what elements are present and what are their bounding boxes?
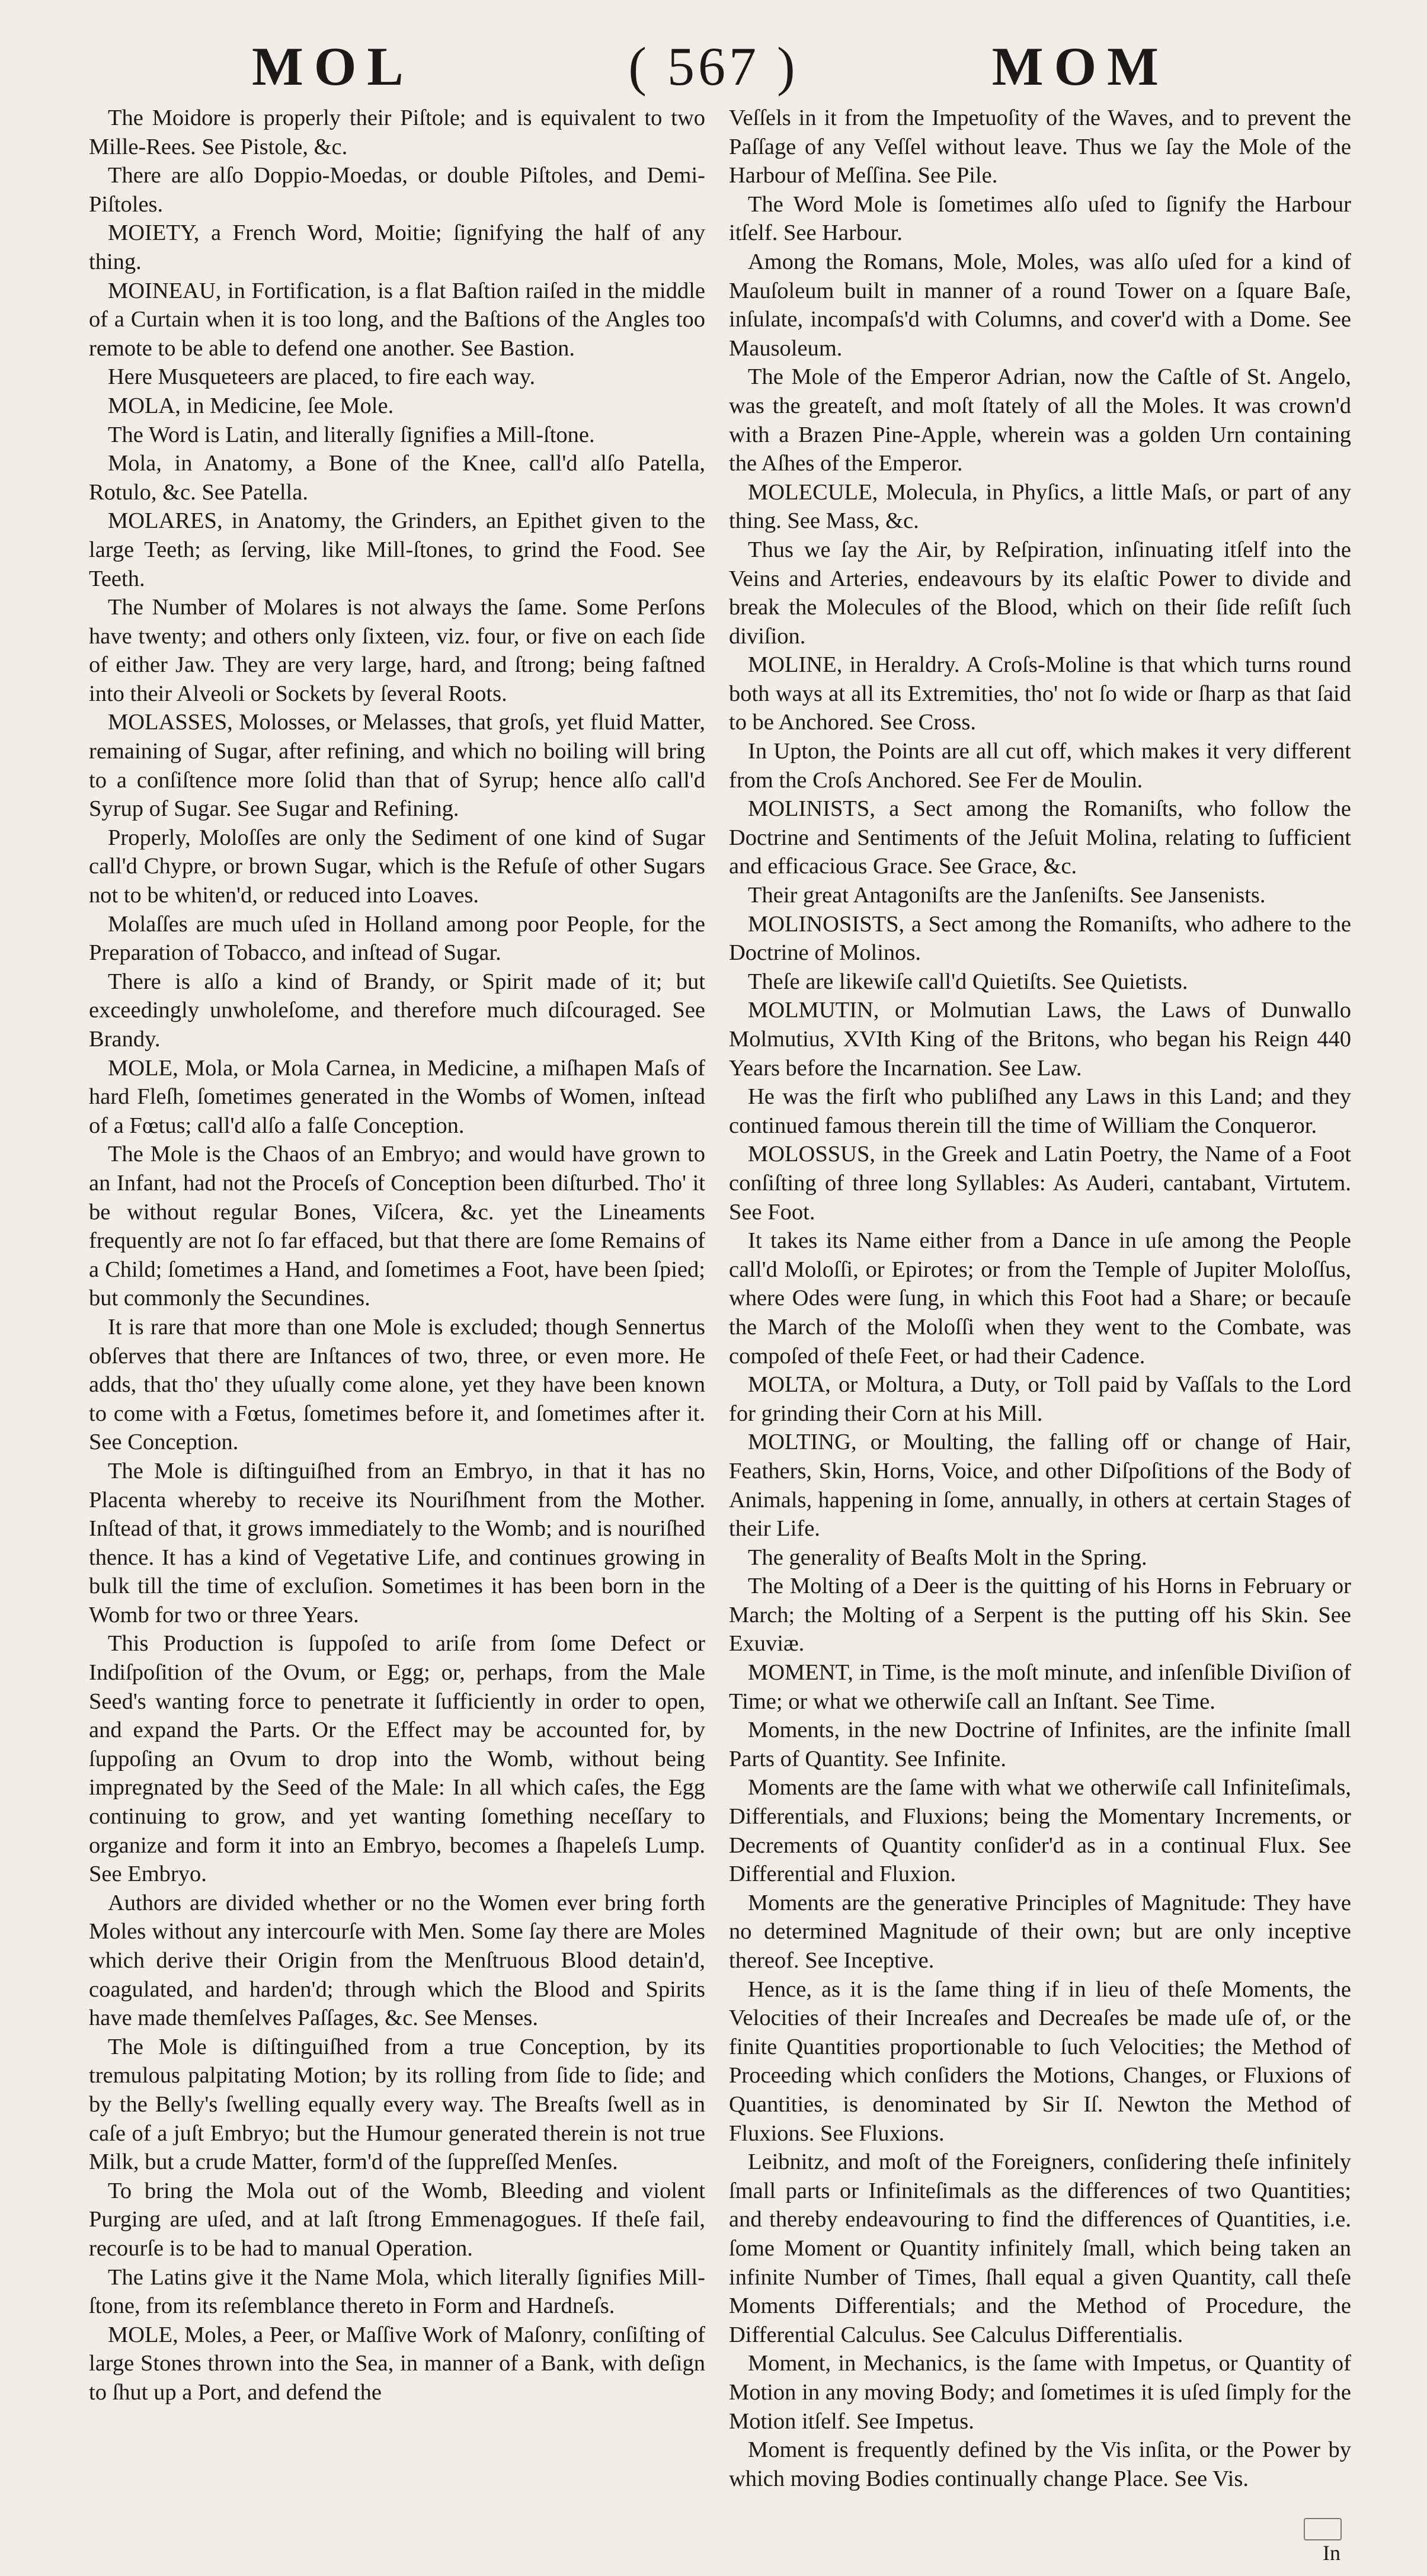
paragraph: It is rare that more than one Mole is excluded; though Sennertus obſerves that there are Inſtances of two, three, or even more. He adds, that tho' they uſually come alone, yet they have been known to come with a Fœtus, ſometimes before it, and ſometimes after it. See Conception.	[89, 1314, 705, 1455]
paragraph: MOLE, Moles, a Peer, or Maſſive Work of Maſonry, conſiſting of large Stones thrown into the Sea, in manner of a Bank, with deſign to ſhut up a Port, and defend the	[89, 2322, 705, 2405]
paragraph: Here Musqueteers are placed, to fire each way.	[108, 364, 536, 390]
running-header	[89, 31, 1338, 102]
paragraph: Moments are the ſame with what we otherwiſe call Infiniteſimals, Differentials, and Fluxions; being the Momentary Increments, or Decrements of Quantity conſider'd as in a continual Flux. See Differential and Fluxion.	[729, 1775, 1351, 1887]
paragraph: MOINEAU, in Fortification, is a flat Baſtion raiſed in the middle of a Curtain when it is too long, and the Baſtions of the Angles too remote to be able to defend one another. See Bastion.	[89, 278, 705, 361]
paragraph: The Word Mole is ſometimes alſo uſed to ſignify the Harbour itſelf. See Harbour.	[729, 191, 1351, 246]
paragraph: The Mole of the Emperor Adrian, now the Caſtle of St. Angelo, was the greateſt, and moſt ſtately of all the Moles. It was crown'd with a Brazen Pine-Apple, wherein was a golden Urn containing the Aſhes of the Emperor.	[729, 364, 1351, 476]
paragraph: Leibnitz, and moſt of the Foreigners, conſidering theſe infinitely ſmall parts or Infiniteſimals as the differences of two Quantities; and thereby endeavouring to find the differences of Quantities, i.e. ſome Moment or Quantity infinitely ſmall, which being taken an infinite Number of Times, ſhall equal a given Quantity, call theſe Moments Differentials; and the Method of Procedure, the Differential Calculus. See Calculus Differentialis.	[729, 2149, 1351, 2347]
paragraph: Thus we ſay the Air, by Reſpiration, inſinuating itſelf into the Veins and Arteries, endeavours by its elaſtic Power to divide and break the Molecules of the Blood, which on their ſide reſiſt ſuch diviſion.	[729, 537, 1351, 649]
paragraph: He was the firſt who publiſhed any Laws in this Land; and they continued famous therein till the time of William the Conqueror.	[729, 1084, 1351, 1138]
paragraph: MOLINISTS, a Sect among the Romaniſts, who follow the Doctrine and Sentiments of the Jeſuit Molina, relating to ſufficient and efficacious Grace. See Grace, &c.	[729, 796, 1351, 879]
paragraph: The Latins give it the Name Mola, which literally ſignifies Mill-ſtone, from its reſemblance thereto in Form and Hardneſs.	[89, 2264, 705, 2319]
paragraph: This Production is ſuppoſed to ariſe from ſome Defect or Indiſpoſition of the Ovum, or Egg; or, perhaps, from the Male Seed's wanting force to penetrate it ſufficiently in order to open, and expand the Parts. Or the Effect may be accounted for, by ſuppoſing an Ovum to drop into the Womb, without being impregnated by the Seed of the Male: In all which caſes, the Egg continuing to grow, and yet wanting ſomething neceſſary to organize and form it into an Embryo, becomes a ſhapeleſs Lump. See Embryo.	[89, 1631, 705, 1887]
paragraph: MOLASSES, Molosses, or Melasses, that groſs, yet fluid Matter, remaining of Sugar, after refining, and which no boiling will bring to a conſiſtence more ſolid than that of Syrup; hence alſo call'd Syrup of Sugar. See Sugar and Refining.	[89, 710, 705, 822]
paragraph: MOLARES, in Anatomy, the Grinders, an Epithet given to the large Teeth; as ſerving, like Mill-ſtones, to grind the Food. See Teeth.	[89, 508, 705, 591]
paragraph: Hence, as it is the ſame thing if in lieu of theſe Moments, the Velocities of their Increaſes and Decreaſes be made uſe of, or the finite Quantities proportionable to ſuch Velocities; the Method of Proceeding which conſiders the Motions, Changes, or Fluxions of Quantities, is denominated by Sir Iſ. Newton the Method of Fluxions. See Fluxions.	[729, 1976, 1351, 2146]
paragraph: MOLTING, or Moulting, the falling off or change of Hair, Feathers, Skin, Horns, Voice, and other Diſpoſitions of the Body of Animals, happening in ſome, annually, in others at certain Stages of their Life.	[729, 1430, 1351, 1542]
paragraph: Mola, in Anatomy, a Bone of the Knee, call'd alſo Patella, Rotulo, &c. See Patella.	[89, 451, 705, 505]
paragraph: MOLECULE, Molecula, in Phyſics, a little Maſs, or part of any thing. See Mass, &c.	[729, 479, 1351, 534]
paragraph: MOLTA, or Moltura, a Duty, or Toll paid by Vaſſals to the Lord for grinding their Corn at his Mill.	[729, 1372, 1351, 1426]
paragraph: The Mole is diſtinguiſhed from an Embryo, in that it has no Placenta whereby to receive its Nouriſhment from the Mother. Inſtead of that, it grows immediately to the Womb; and is nouriſhed thence. It has a kind of Vegetative Life, and continues growing in bulk till the time of excluſion. Sometimes it has been born in the Womb for two or three Years.	[89, 1458, 705, 1627]
paragraph: The Moidore is properly their Piſtole; and is equivalent to two Mille-Rees. See Pistole, &c.	[89, 105, 705, 159]
paragraph: It takes its Name either from a Dance in uſe among the People call'd Moloſſi, or Epirotes; or from the Temple of Jupiter Moloſſus, where Odes were ſung, in which this Foot had a Share; or becauſe the March of the Moloſſi when they went to the Combate, was compoſed of theſe Feet, or had their Cadence.	[729, 1228, 1351, 1369]
paragraph: The Number of Molares is not always the ſame. Some Perſons have twenty; and others only ſixteen, viz. four, or five on each ſide of either Jaw. They are very large, hard, and ſtrong; being faſtned into their Alveoli or Sockets by ſeveral Roots.	[89, 595, 705, 706]
paragraph: There are alſo Doppio-Moedas, or double Piſtoles, and Demi-Piſtoles.	[89, 163, 705, 217]
paragraph: MOLINE, in Heraldry. A Croſs-Moline is that which turns round both ways at all its Extremities, tho' not ſo wide or ſharp as that ſaid to be Anchored. See Cross.	[729, 652, 1351, 735]
paragraph: Moments, in the new Doctrine of Infinites, are the infinite ſmall Parts of Quantity. See Infinite.	[729, 1718, 1351, 1771]
signature-mark	[1304, 2518, 1342, 2540]
paragraph: MOLA, in Medicine, ſee Mole.	[108, 393, 394, 418]
paragraph: MOLOSSUS, in the Greek and Latin Poetry, the Name of a Foot conſiſting of three long Syllables: As Auderi, cantabant, Virtutem. See Foot.	[729, 1142, 1351, 1225]
catchword: In	[1323, 2541, 1340, 2565]
paragraph: Moment, in Mechanics, is the ſame with Impetus, or Quantity of Motion in any moving Body; and ſometimes it is uſed ſimply for the Motion itſelf. See Impetus.	[729, 2351, 1351, 2434]
paragraph: The generality of Beaſts Molt in the Spring.	[748, 1545, 1147, 1570]
paragraph: Authors are divided whether or no the Women ever bring forth Moles without any intercourſe with Men. Some ſay there are Moles which derive their Origin from the Menſtruous Blood detain'd, coagulated, and harden'd; through which the Blood and Spirits have made themſelves Paſſages, &c. See Menses.	[89, 1890, 705, 2031]
paragraph: The Mole is the Chaos of an Embryo; and would have grown to an Infant, had not the Proceſs of Conception been diſturbed. Tho' it be without regular Bones, Viſcera, &c. yet the Lineaments frequently are not ſo far effaced, but that there are ſome Remains of a Child; ſometimes a Hand, and ſometimes a Foot, have been ſpied; but commonly the Secundines.	[89, 1142, 705, 1311]
paragraph: The Word is Latin, and literally ſignifies a Mill-ſtone.	[108, 422, 595, 447]
paragraph: MOLINOSISTS, a Sect among the Romaniſts, who adhere to the Doctrine of Molinos.	[729, 911, 1351, 966]
paragraph: The Molting of a Deer is the quitting of his Horns in February or March; the Molting of a Serpent is the putting off his Skin. See Exuviæ.	[729, 1574, 1351, 1657]
paragraph: Among the Romans, Mole, Moles, was alſo uſed for a kind of Mauſoleum built in manner of a round Tower on a ſquare Baſe, inſulate, incompaſs'd with Columns, and cover'd with a Dome. See Mausoleum.	[729, 249, 1351, 361]
paragraph: There is alſo a kind of Brandy, or Spirit made of it; but exceedingly unwholeſome, and therefore much diſcouraged. See Brandy.	[89, 969, 705, 1052]
paragraph: The Mole is diſtinguiſhed from a true Conception, by its tremulous palpitating Motion; by its rolling from ſide to ſide; and by the Belly's ſwelling equally every way. The Breaſts ſwell as in caſe of a juſt Embryo; but the Humour generated therein is not true Milk, but a crude Matter, form'd of the ſuppreſſed Menſes.	[89, 2034, 705, 2175]
header-left-guideword: MOL	[252, 36, 414, 97]
paragraph: In Upton, the Points are all cut off, which makes it very different from the Croſs Anchored. See Fer de Moulin.	[729, 739, 1351, 793]
paragraph: MOIETY, a French Word, Moitie; ſignifying the half of any thing.	[89, 220, 705, 274]
paragraph: Properly, Moloſſes are only the Sediment of one kind of Sugar call'd Chypre, or brown Sugar, which is the Refuſe of other Sugars not to be whiten'd, or reduced into Loaves.	[89, 825, 705, 908]
paragraph: Molaſſes are much uſed in Holland among poor People, for the Preparation of Tobacco, and inſtead of Sugar.	[89, 911, 705, 966]
header-right-guideword: MOM	[991, 36, 1169, 97]
paragraph: Veſſels in it from the Impetuoſity of the Waves, and to prevent the Paſſage of any Veſſel without leave. Thus we ſay the Mole of the Harbour of Meſſina. See Pile.	[729, 105, 1351, 188]
paragraph: Theſe are likewiſe call'd Quietiſts. See Quietists.	[748, 969, 1188, 994]
paragraph: Moments are the generative Principles of Magnitude: They have no determined Magnitude of their own; but are only inceptive thereof. See Inceptive.	[729, 1890, 1351, 1973]
paragraph: MOLMUTIN, or Molmutian Laws, the Laws of Dunwallo Molmutius, XVIth King of the Britons, who began his Reign 440 Years before the Incarnation. See Law.	[729, 998, 1351, 1081]
left-column	[89, 104, 705, 2407]
right-column	[729, 104, 1351, 2493]
page-number: ( 567 )	[628, 36, 799, 97]
paragraph: To bring the Mola out of the Womb, Bleeding and violent Purging are uſed, and at laſt ſtrong Emmenagogues. If theſe fail, recourſe is to be had to manual Operation.	[89, 2178, 705, 2261]
catchword-area	[1280, 2518, 1357, 2565]
paragraph: Their great Antagoniſts are the Janſeniſts. See Jansenists.	[748, 883, 1266, 908]
paragraph: MOLE, Mola, or Mola Carnea, in Medicine, a miſhapen Maſs of hard Fleſh, ſometimes generated in the Wombs of Women, inſtead of a Fœtus; call'd alſo a falſe Conception.	[89, 1055, 705, 1138]
paragraph: MOMENT, in Time, is the moſt minute, and inſenſible Diviſion of Time; or what we otherwiſe call an Inſtant. See Time.	[729, 1660, 1351, 1714]
paragraph: Moment is frequently defined by the Vis inſita, or the Power by which moving Bodies continually change Place. See Vis.	[729, 2437, 1351, 2491]
